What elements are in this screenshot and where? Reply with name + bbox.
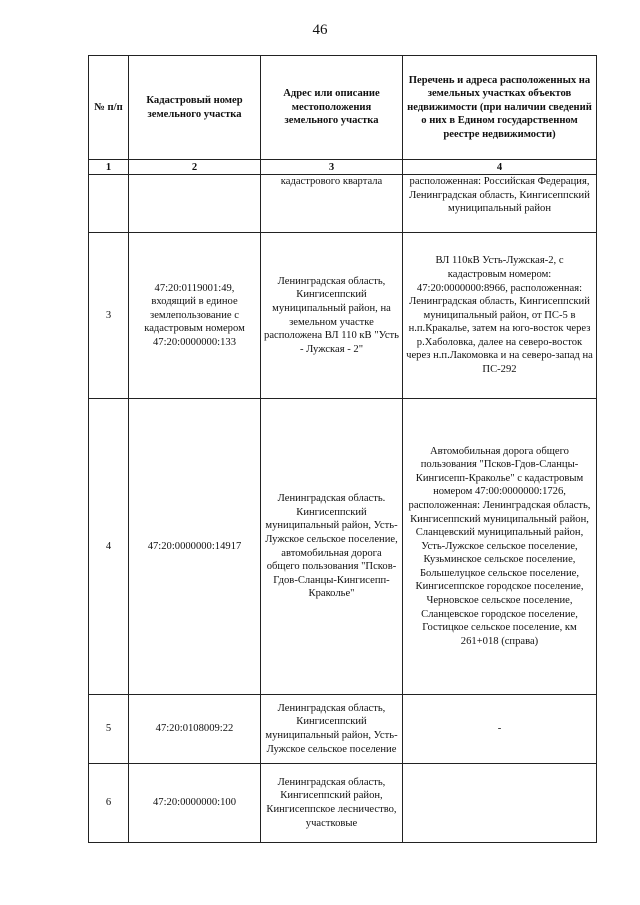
column-number: 4 xyxy=(403,160,597,175)
row-number xyxy=(89,175,129,233)
plot-address: Ленинградская область, Кингисеппский муниципальный район, Усть-Лужское сельское поселение xyxy=(261,695,403,764)
real-estate-objects: расположенная: Российская Федерация, Ленинградская область, Кингисеппский муниципальный район xyxy=(403,175,597,233)
header-real-estate-objects: Перечень и адреса расположенных на земельных участках объектов недвижимости (при наличии сведений о них в Едином государственном реестре недвижимости) xyxy=(403,56,597,160)
land-plots-table xyxy=(88,55,597,843)
cadastral-number: 47:20:0119001:49, входящий в единое землепользование с кадастровым номером 47:20:0000000:133 xyxy=(129,233,261,399)
real-estate-objects: ВЛ 110кВ Усть-Лужская-2, с кадастровым номером: 47:20:0000000:8966, расположенная: Ленинградская область, Кингисеппский муниципальный район, от ПС-5 в н.п.Кракалье, затем на юго-восток через р.Хаболовка, далее на северо-восток через н.п.Лакомовка и на северо-запад на ПС-292 xyxy=(403,233,597,399)
table-row xyxy=(89,233,597,399)
cadastral-number: 47:20:0000000:100 xyxy=(129,764,261,843)
cadastral-number xyxy=(129,175,261,233)
row-number: 6 xyxy=(89,764,129,843)
plot-address: кадастрового квартала xyxy=(261,175,403,233)
cadastral-number: 47:20:0108009:22 xyxy=(129,695,261,764)
table-header-row xyxy=(89,56,597,160)
real-estate-objects xyxy=(403,764,597,843)
column-number: 3 xyxy=(261,160,403,175)
table-row xyxy=(89,695,597,764)
plot-address: Ленинградская область. Кингисеппский муниципальный район, Усть-Лужское сельское поселение, автомобильная дорога общего пользования "Псков-Гдов-Сланцы-Кингисепп-Краколье" xyxy=(261,399,403,695)
table-row xyxy=(89,764,597,843)
real-estate-objects: Автомобильная дорога общего пользования "Псков-Гдов-Сланцы-Кингисепп-Краколье" с кадастровым номером 47:00:0000000:1726, расположенная: Ленинградская область, Кингисеппский муниципальный район, Сланцевский муниципальный район, Усть-Лужское сельское поселение, Кузьминское сельское поселение, Большелуцкое сельское поселение, Кингисеппское городское поселение, Черновское сельское поселение, Сланцевское городское поселение, Гостицкое сельское поселение, км 261+018 (справа) xyxy=(403,399,597,695)
row-number: 3 xyxy=(89,233,129,399)
column-number: 2 xyxy=(129,160,261,175)
real-estate-objects: - xyxy=(403,695,597,764)
row-number: 4 xyxy=(89,399,129,695)
page-number: 46 xyxy=(312,22,328,38)
table-row xyxy=(89,399,597,695)
plot-address: Ленинградская область, Кингисеппский муниципальный район, на земельном участке расположена ВЛ 110 кВ "Усть - Лужская - 2" xyxy=(261,233,403,399)
row-number: 5 xyxy=(89,695,129,764)
column-number: 1 xyxy=(89,160,129,175)
table-row xyxy=(89,175,597,233)
plot-address: Ленинградская область, Кингисеппский район, Кингисеппское лесничество, участковые xyxy=(261,764,403,843)
cadastral-number: 47:20:0000000:14917 xyxy=(129,399,261,695)
header-number: № п/п xyxy=(89,56,129,160)
header-address: Адрес или описание местоположения земельного участка xyxy=(261,56,403,160)
column-number-row xyxy=(89,160,597,175)
header-cadastral-number: Кадастровый номер земельного участка xyxy=(129,56,261,160)
